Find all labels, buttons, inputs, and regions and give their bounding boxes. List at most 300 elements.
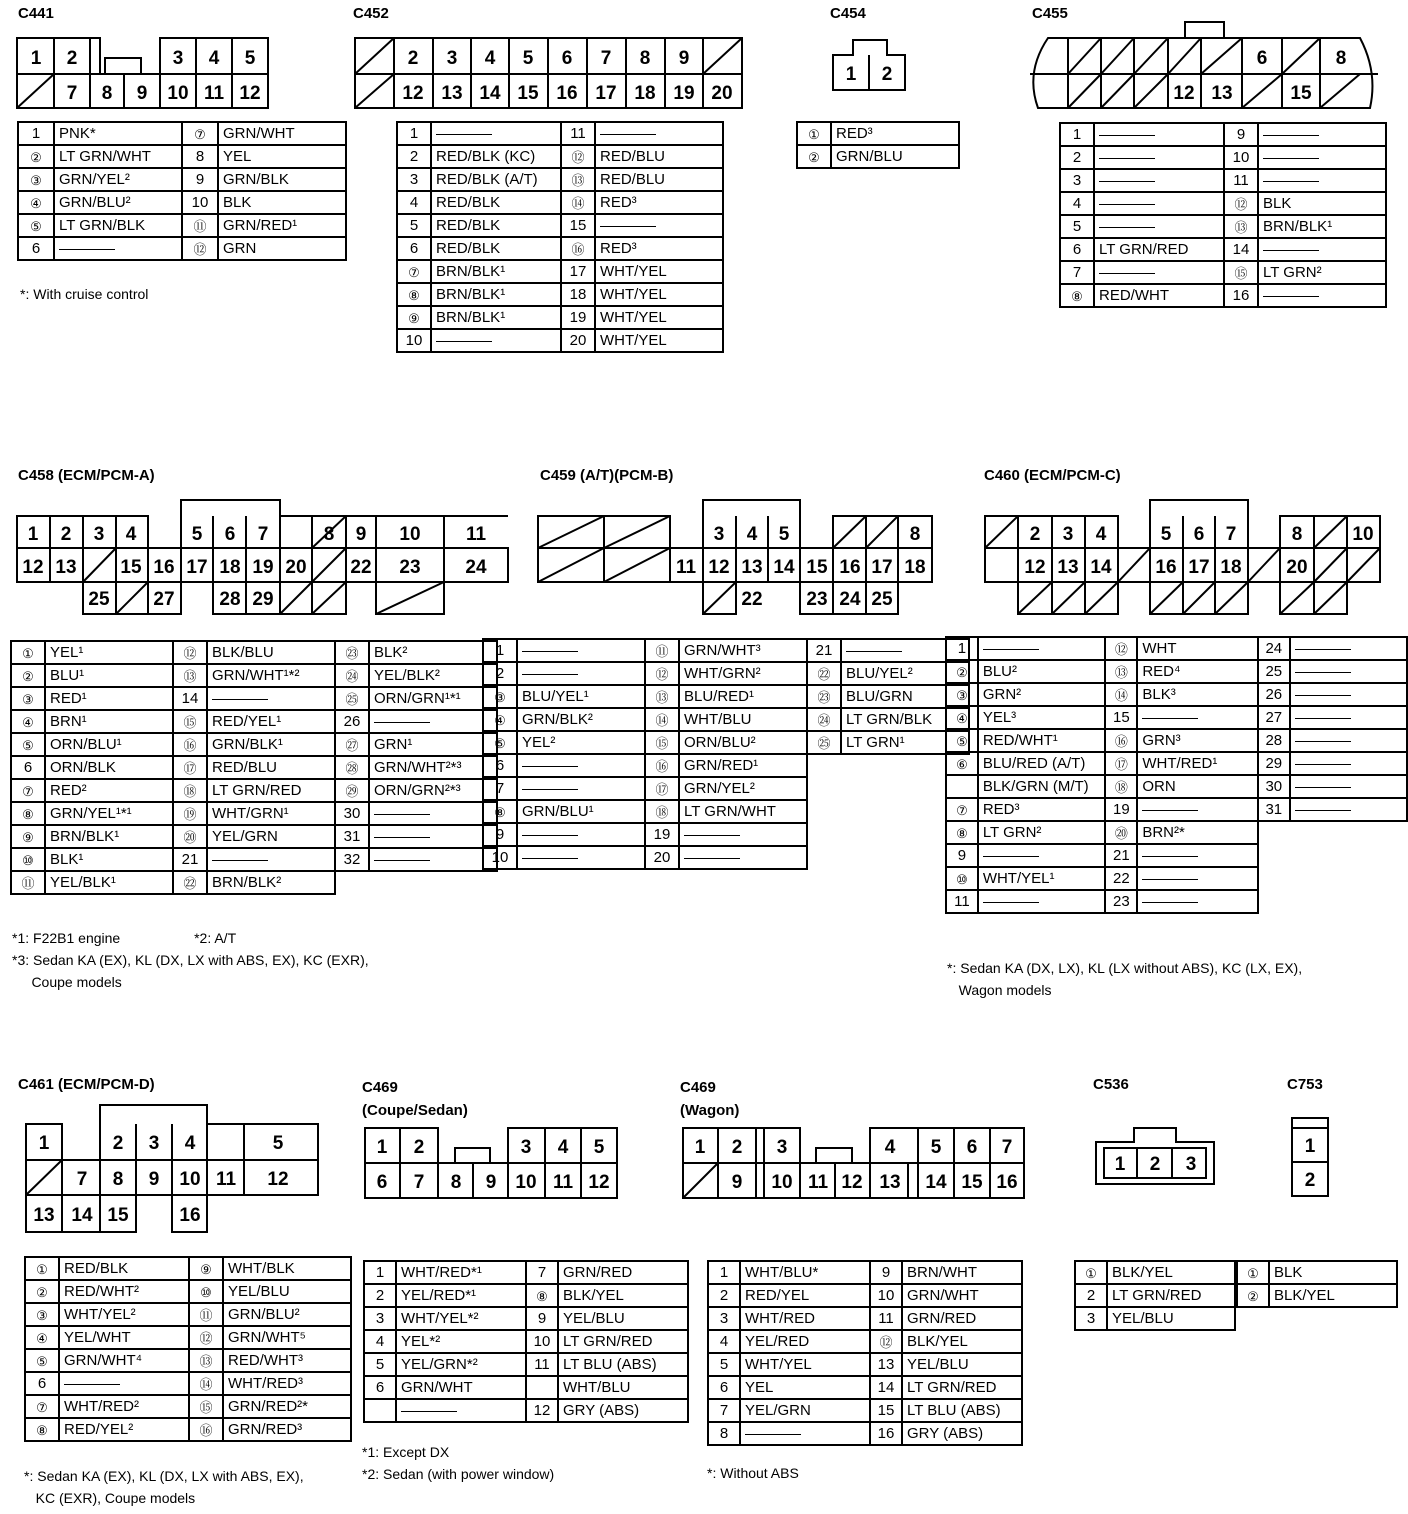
pin-number: ⑧ xyxy=(397,283,431,306)
pin-row xyxy=(483,708,969,731)
wire-color: YEL/BLU xyxy=(223,1280,351,1303)
pin-row xyxy=(364,1399,688,1422)
wire-color: YEL/RED xyxy=(740,1330,870,1353)
c455-face-pin: 8 xyxy=(1335,48,1347,69)
pin-row xyxy=(1237,1261,1397,1284)
pin-number: 11 xyxy=(561,122,595,145)
c458-face-pin: 23 xyxy=(399,557,421,578)
c469a-face-pin: 8 xyxy=(450,1172,462,1193)
c469a-face-pin: 5 xyxy=(593,1137,605,1158)
wire-color: WHT/BLU xyxy=(679,708,807,731)
pin-number: 8 xyxy=(182,145,218,168)
c460-face-pin: 7 xyxy=(1225,524,1237,545)
pin-number: ㉒ xyxy=(173,871,207,894)
c452-face-pin: 16 xyxy=(556,83,578,104)
wire-color: ORN/BLU² xyxy=(679,731,807,754)
wire-color: RED/WHT¹ xyxy=(978,729,1106,752)
c458-face-pin: 2 xyxy=(60,524,72,545)
c458-face-pin: 20 xyxy=(285,557,307,578)
pin-number: 1 xyxy=(1060,123,1094,146)
pin-number: ㉓ xyxy=(807,685,841,708)
c469b-title: C469 xyxy=(680,1079,716,1096)
pin-row xyxy=(397,145,723,168)
wire-color xyxy=(1290,798,1407,821)
c461-pin-table xyxy=(24,1256,352,1442)
pin-number: 16 xyxy=(870,1422,902,1445)
pin-row xyxy=(11,664,497,687)
c452-face-pin: 8 xyxy=(639,48,651,69)
pin-row xyxy=(11,779,497,802)
c461-face-pin: 2 xyxy=(112,1133,124,1154)
pin-number: 1 xyxy=(483,639,517,662)
pin-number: 15 xyxy=(561,214,595,237)
pin-number: ⑭ xyxy=(189,1372,223,1395)
pin-row xyxy=(1060,215,1386,238)
c458-face-pin: 15 xyxy=(120,557,142,578)
pin-row xyxy=(397,237,723,260)
c454-face-pin: 2 xyxy=(881,64,893,85)
wire-color: GRN/BLU xyxy=(831,145,959,168)
wire-color: YEL/GRN xyxy=(207,825,335,848)
c460-pin-table xyxy=(945,636,1408,914)
wire-color xyxy=(1094,192,1224,215)
wire-color xyxy=(1258,169,1386,192)
wire-color: YEL² xyxy=(517,731,645,754)
pin-row xyxy=(946,798,1407,821)
pin-row xyxy=(11,710,497,733)
pin-number: ⑤ xyxy=(946,729,978,752)
pin-number: ㉕ xyxy=(335,687,369,710)
pin-number: 5 xyxy=(1060,215,1094,238)
wire-color: LT GRN/RED xyxy=(558,1330,688,1353)
pin-row xyxy=(946,775,1407,798)
c458-face-pin: 17 xyxy=(186,557,208,578)
pin-number: 14 xyxy=(1224,238,1258,261)
c455-face-pin: 12 xyxy=(1173,83,1195,104)
wire-color: WHT/RED² xyxy=(59,1395,189,1418)
wire-color: ORN/GRN²*³ xyxy=(369,779,497,802)
pin-number: 3 xyxy=(364,1307,396,1330)
pin-row xyxy=(946,890,1407,913)
pin-number: ⑯ xyxy=(561,237,595,260)
wire-color: WHT/YEL xyxy=(595,329,723,352)
wire-color: GRN/RED xyxy=(902,1307,1022,1330)
wire-color xyxy=(1258,123,1386,146)
pin-row xyxy=(1060,284,1386,307)
wire-color: BRN²* xyxy=(1137,821,1257,844)
c452-face-pin: 12 xyxy=(402,83,424,104)
c455-face-pin: 6 xyxy=(1256,48,1268,69)
pin-number: 3 xyxy=(708,1307,740,1330)
c441-face-pin: 1 xyxy=(30,48,42,69)
wire-color: BLK/YEL xyxy=(1107,1261,1235,1284)
c455-face-pin: 13 xyxy=(1211,83,1233,104)
pin-row xyxy=(708,1399,1022,1422)
wire-color: BRN/BLK¹ xyxy=(431,283,561,306)
pin-row xyxy=(364,1307,688,1330)
pin-number: ⑰ xyxy=(1105,752,1137,775)
wire-color: YEL/BLU xyxy=(558,1307,688,1330)
c458-notes xyxy=(12,927,369,993)
wire-color: WHT/BLU xyxy=(558,1376,688,1399)
pin-number: ⑮ xyxy=(645,731,679,754)
pin-row xyxy=(1075,1284,1235,1307)
wire-color: WHT/BLU* xyxy=(740,1261,870,1284)
pin-number: 20 xyxy=(645,846,679,869)
pin-row xyxy=(946,706,1407,729)
wire-color xyxy=(1290,683,1407,706)
pin-number: ㉗ xyxy=(335,733,369,756)
pin-number: 10 xyxy=(526,1330,558,1353)
wire-color: GRN/WHT²*³ xyxy=(369,756,497,779)
wire-color: LT BLU (ABS) xyxy=(902,1399,1022,1422)
wire-color: YEL xyxy=(218,145,346,168)
pin-row xyxy=(11,848,497,871)
wire-color xyxy=(679,823,807,846)
pin-row xyxy=(483,639,969,662)
note-line: *: Sedan KA (DX, LX), KL (LX without ABS), KC (LX, EX), xyxy=(947,960,1303,976)
pin-number: 15 xyxy=(1105,706,1137,729)
c441-face-pin: 3 xyxy=(172,48,184,69)
c461-notes xyxy=(24,1465,304,1509)
c459-face-pin: 5 xyxy=(778,524,790,545)
pin-number: ② xyxy=(946,660,978,683)
wire-color: GRN/BLU² xyxy=(54,191,182,214)
pin-row xyxy=(1075,1307,1235,1330)
c461-title: C461 (ECM/PCM-D) xyxy=(18,1076,155,1093)
pin-number: ㉓ xyxy=(335,641,369,664)
pin-row xyxy=(397,191,723,214)
wire-color: WHT/YEL xyxy=(595,283,723,306)
c452-face-pin: 13 xyxy=(441,83,463,104)
wire-color: BLK xyxy=(218,191,346,214)
c469b-face-pin: 7 xyxy=(1001,1137,1013,1158)
wire-color: PNK* xyxy=(54,122,182,145)
c459-face-pin: 23 xyxy=(806,589,828,610)
c459-face-pin: 24 xyxy=(839,589,861,610)
pin-number: ② xyxy=(797,145,831,168)
wire-color: GRN/RED¹ xyxy=(218,214,346,237)
pin-number xyxy=(946,775,978,798)
pin-number: ① xyxy=(797,122,831,145)
wire-color: YEL/BLU xyxy=(1107,1307,1235,1330)
c469b-face-pin: 16 xyxy=(996,1172,1018,1193)
c469b-face-pin: 4 xyxy=(884,1137,896,1158)
wire-color: GRN/RED²* xyxy=(223,1395,351,1418)
wire-color: BLU/RED (A/T) xyxy=(978,752,1106,775)
c458-face-pin: 10 xyxy=(399,524,421,545)
wire-color: BRN/BLK¹ xyxy=(431,260,561,283)
pin-number: 31 xyxy=(1258,798,1290,821)
pin-row xyxy=(708,1307,1022,1330)
pin-number: ㉕ xyxy=(807,731,841,754)
wire-color xyxy=(978,890,1106,913)
wire-color: BLU² xyxy=(978,660,1106,683)
pin-number: ㉙ xyxy=(335,779,369,802)
pin-number: ⑬ xyxy=(1105,660,1137,683)
wire-color: BLK/GRN (M/T) xyxy=(978,775,1106,798)
wire-color: ORN/GRN¹*¹ xyxy=(369,687,497,710)
c459-face-pin: 14 xyxy=(773,557,795,578)
pin-number: ⑫ xyxy=(173,641,207,664)
c459-face-pin: 25 xyxy=(871,589,893,610)
pin-number: 10 xyxy=(483,846,517,869)
pin-number: 5 xyxy=(397,214,431,237)
pin-number: ⑫ xyxy=(1105,637,1137,660)
c459-face-pin: 8 xyxy=(909,524,921,545)
pin-number: 10 xyxy=(182,191,218,214)
wire-color xyxy=(54,237,182,260)
c459-face-pin: 11 xyxy=(675,557,697,578)
pin-number: 20 xyxy=(561,329,595,352)
pin-number: ⑪ xyxy=(189,1303,223,1326)
wire-color: LT GRN¹ xyxy=(841,731,969,754)
c441-face-pin: 5 xyxy=(244,48,256,69)
c460-face-pin: 18 xyxy=(1220,557,1242,578)
c458-face-pin: 19 xyxy=(252,557,274,578)
wire-color xyxy=(978,844,1106,867)
wire-color: YEL/WHT xyxy=(59,1326,189,1349)
pin-number: 26 xyxy=(335,710,369,733)
pin-row xyxy=(11,641,497,664)
c452-title: C452 xyxy=(353,5,389,22)
pin-number: ⑧ xyxy=(1060,284,1094,307)
c458-face-pin: 1 xyxy=(27,524,39,545)
pin-row xyxy=(483,731,969,754)
wire-color: RED/YEL² xyxy=(59,1418,189,1441)
wire-color: WHT/YEL xyxy=(595,260,723,283)
note-line: Wagon models xyxy=(947,982,1052,998)
pin-number: ④ xyxy=(18,191,54,214)
pin-number: ⑤ xyxy=(483,731,517,754)
wire-color xyxy=(1137,706,1257,729)
pin-number: ⑭ xyxy=(645,708,679,731)
pin-number: ⑱ xyxy=(173,779,207,802)
wire-color: BRN/BLK¹ xyxy=(1258,215,1386,238)
c469a-face-pin: 3 xyxy=(520,1137,532,1158)
pin-number: 3 xyxy=(1060,169,1094,192)
c469b-notes xyxy=(707,1462,799,1484)
pin-number: 9 xyxy=(1224,123,1258,146)
wire-color: ORN xyxy=(1137,775,1257,798)
c469a-title: C469 xyxy=(362,1079,398,1096)
c461-face-pin: 12 xyxy=(267,1169,289,1190)
pin-number: ⑥ xyxy=(946,752,978,775)
pin-number: ⑱ xyxy=(645,800,679,823)
pin-number: ⑧ xyxy=(11,802,45,825)
pin-number: ⑫ xyxy=(182,237,218,260)
c458-face-pin: 11 xyxy=(465,524,487,545)
wire-color: RED/BLK xyxy=(431,237,561,260)
wire-color: GRN/BLK xyxy=(218,168,346,191)
pin-number: ④ xyxy=(25,1326,59,1349)
pin-number: 6 xyxy=(397,237,431,260)
pin-row xyxy=(397,122,723,145)
pin-row xyxy=(708,1353,1022,1376)
pin-row xyxy=(483,662,969,685)
pin-number: 19 xyxy=(1105,798,1137,821)
pin-row xyxy=(397,214,723,237)
pin-number: ② xyxy=(11,664,45,687)
wire-color xyxy=(1094,261,1224,284)
wire-color: RED/BLK xyxy=(431,191,561,214)
c459-pin-table xyxy=(482,638,970,870)
note-line: *1: F22B1 engine *2: A/T xyxy=(12,930,237,946)
pin-number: ⑯ xyxy=(173,733,207,756)
wire-color: GRN/WHT⁴ xyxy=(59,1349,189,1372)
pin-number: ⑰ xyxy=(645,777,679,800)
wire-color: BRN/BLK¹ xyxy=(431,306,561,329)
wire-color: WHT/GRN² xyxy=(679,662,807,685)
wire-color: GRN/BLK² xyxy=(517,708,645,731)
c469b-face-pin: 6 xyxy=(966,1137,978,1158)
c469b-face-pin: 15 xyxy=(961,1172,983,1193)
wire-color: RED³ xyxy=(595,191,723,214)
wire-color: WHT/RED³ xyxy=(223,1372,351,1395)
pin-row xyxy=(1060,261,1386,284)
wire-color: BLU/GRN xyxy=(841,685,969,708)
pin-number: ① xyxy=(11,641,45,664)
note-line: *3: Sedan KA (EX), KL (DX, LX with ABS, EX), KC (EXR), xyxy=(12,952,369,968)
pin-number: 4 xyxy=(397,191,431,214)
pin-number: ⑬ xyxy=(561,168,595,191)
pin-number xyxy=(526,1376,558,1399)
pin-number: 30 xyxy=(1258,775,1290,798)
c461-face-pin: 7 xyxy=(76,1169,88,1190)
c452-face-pin: 5 xyxy=(522,48,534,69)
pin-number: ② xyxy=(25,1280,59,1303)
pin-number: ⑪ xyxy=(182,214,218,237)
c452-face-pin: 19 xyxy=(673,83,695,104)
wire-color: YEL xyxy=(740,1376,870,1399)
wire-color xyxy=(1094,215,1224,238)
c461-face-pin: 8 xyxy=(112,1169,124,1190)
pin-row xyxy=(11,871,497,894)
pin-number: ⑯ xyxy=(645,754,679,777)
pin-number: 17 xyxy=(561,260,595,283)
wire-color: BLK xyxy=(1269,1261,1397,1284)
wire-color xyxy=(517,846,645,869)
c460-face-pin: 3 xyxy=(1062,524,1074,545)
wire-color: GRN/BLU¹ xyxy=(517,800,645,823)
wire-color: YEL/GRN*² xyxy=(396,1353,526,1376)
wire-color: LT GRN/RED xyxy=(1094,238,1224,261)
pin-number: ⑧ xyxy=(946,821,978,844)
pin-row xyxy=(1237,1284,1397,1307)
c441-face-pin: 4 xyxy=(208,48,220,69)
c460-face-pin: 6 xyxy=(1193,524,1205,545)
pin-row xyxy=(397,260,723,283)
pin-number: 21 xyxy=(807,639,841,662)
pin-number: 24 xyxy=(1258,637,1290,660)
wire-color: RED/WHT³ xyxy=(223,1349,351,1372)
wire-color xyxy=(978,637,1106,660)
pin-number: ⑬ xyxy=(189,1349,223,1372)
c460-title: C460 (ECM/PCM-C) xyxy=(984,467,1121,484)
c461-face-pin: 5 xyxy=(272,1133,284,1154)
c469a-face-pin: 10 xyxy=(515,1172,537,1193)
wire-color xyxy=(1290,729,1407,752)
wire-color: WHT/YEL¹ xyxy=(978,867,1106,890)
pin-row xyxy=(11,687,497,710)
wire-color: GRN/WHT¹*² xyxy=(207,664,335,687)
wire-color: YEL/BLK¹ xyxy=(45,871,173,894)
wire-color: WHT/GRN¹ xyxy=(207,802,335,825)
c441-face-pin: 11 xyxy=(203,83,225,104)
c441-title: C441 xyxy=(18,5,54,22)
c459-face-pin: 18 xyxy=(904,557,926,578)
pin-row xyxy=(483,800,969,823)
pin-number: ③ xyxy=(18,168,54,191)
wire-color: RED/YEL¹ xyxy=(207,710,335,733)
wire-color: GRN/RED¹ xyxy=(679,754,807,777)
wire-color: GRN/YEL¹*¹ xyxy=(45,802,173,825)
wire-color xyxy=(59,1372,189,1395)
note-line: *2: Sedan (with power window) xyxy=(362,1466,555,1482)
pin-number: ③ xyxy=(11,687,45,710)
c452-face-pin: 2 xyxy=(407,48,419,69)
pin-number: ⑩ xyxy=(11,848,45,871)
pin-number xyxy=(364,1399,396,1422)
wire-color: GRY (ABS) xyxy=(902,1422,1022,1445)
wire-color: LT GRN/RED xyxy=(902,1376,1022,1399)
c458-face-pin: 3 xyxy=(93,524,105,545)
c458-face-pin: 24 xyxy=(465,557,487,578)
c459-face-pin: 12 xyxy=(708,557,730,578)
pin-number: 10 xyxy=(1224,146,1258,169)
wire-color xyxy=(207,848,335,871)
pin-number: 6 xyxy=(1060,238,1094,261)
c455-title: C455 xyxy=(1032,5,1068,22)
wire-color: RED/WHT xyxy=(1094,284,1224,307)
pin-row xyxy=(946,729,1407,752)
pin-number: ⑦ xyxy=(182,122,218,145)
c452-face-pin: 18 xyxy=(634,83,656,104)
wire-color: RED/BLU xyxy=(595,145,723,168)
pin-number: ⑰ xyxy=(173,756,207,779)
wire-color: BRN/BLK² xyxy=(207,871,335,894)
c536-title: C536 xyxy=(1093,1076,1129,1093)
wire-color: GRN/RED xyxy=(558,1261,688,1284)
c460-face-pin: 12 xyxy=(1024,557,1046,578)
pin-number: ⑯ xyxy=(1105,729,1137,752)
pin-number: 10 xyxy=(870,1284,902,1307)
c458-title: C458 (ECM/PCM-A) xyxy=(18,467,155,484)
pin-number: ⑬ xyxy=(645,685,679,708)
wire-color: RED¹ xyxy=(45,687,173,710)
wire-color xyxy=(1258,238,1386,261)
note-line: *: Without ABS xyxy=(707,1465,799,1481)
wire-color: WHT/YEL xyxy=(595,306,723,329)
wire-color: GRN/WHT xyxy=(396,1376,526,1399)
pin-row xyxy=(18,214,346,237)
wire-color: RED/BLK xyxy=(431,214,561,237)
pin-number: 9 xyxy=(483,823,517,846)
pin-number: ⑫ xyxy=(189,1326,223,1349)
pin-row xyxy=(397,329,723,352)
pin-number: 2 xyxy=(364,1284,396,1307)
c458-face-pin: 4 xyxy=(125,524,137,545)
pin-number: 5 xyxy=(708,1353,740,1376)
wire-color xyxy=(1137,890,1257,913)
c469a-subtitle: (Coupe/Sedan) xyxy=(362,1102,468,1119)
note-line: Coupe models xyxy=(12,974,122,990)
pin-row xyxy=(946,683,1407,706)
wire-color xyxy=(517,639,645,662)
pin-number: ⑯ xyxy=(189,1418,223,1441)
pin-number: 28 xyxy=(1258,729,1290,752)
wire-color: LT GRN/BLK xyxy=(841,708,969,731)
